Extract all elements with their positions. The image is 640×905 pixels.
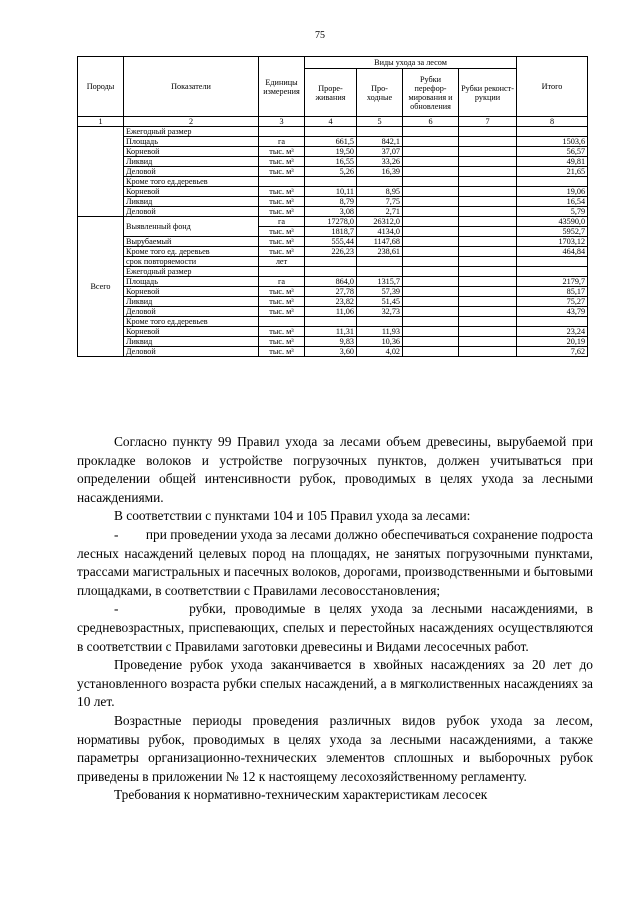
- header-reforming: Рубки перефор-мирования и обновления: [403, 69, 459, 117]
- table-cell: [459, 237, 517, 247]
- paragraph: Возрастные периоды проведения различных видов рубок ухода за лесом, нормативы рубок, проводимых в целях ухода за лесными насаждениями, а также параметры организационно-технических элементов сплошных и выборочных рубок приведены в приложении № 12 к настоящему лесохозяйственному регламенту.: [77, 712, 597, 784]
- table-cell: 842,1: [357, 137, 403, 147]
- table-row: [78, 347, 588, 357]
- table-cell: тыс. м³: [259, 347, 305, 357]
- paragraph: - при проведении ухода за лесами должно обеспечиваться сохранение подроста лесных насаждений целевых пород на площадях, не занятых погрузочными пунктами, трассами магистральных и пасечных волоков, дорогами, производственными и бытовыми площадками, в соответствии с Правилами лесовосстановления;: [77, 526, 597, 598]
- paragraph: Требования к нормативно-техническим характеристикам лесосек: [114, 787, 488, 803]
- table-cell: [357, 257, 403, 267]
- column-numbers-row: [78, 117, 588, 127]
- table-cell: [403, 317, 459, 327]
- table-cell: [403, 347, 459, 357]
- table-cell: [459, 197, 517, 207]
- table-cell: [403, 187, 459, 197]
- table-cell: 20,19: [517, 337, 588, 347]
- table-cell: [403, 287, 459, 297]
- table-cell: га: [259, 277, 305, 287]
- paragraph: - рубки, проводимые в целях ухода за лесными насаждениями, в средневозрастных, приспевающих, спелых и перестойных насаждениях осуществляются в соответствии с Правилами заготовки древесины и Видами лесосечных работ.: [77, 601, 597, 654]
- table-cell: тыс. м³: [259, 287, 305, 297]
- table-row: [78, 307, 588, 317]
- table-cell: [459, 287, 517, 297]
- table-cell: [403, 227, 459, 237]
- table-cell: Деловой: [124, 307, 259, 317]
- paragraph: Согласно пункту 99 Правил ухода за лесами объем древесины, вырубаемой при прокладке волоков и устройстве погрузочных пунктов, должен учитываться при определении общей интенсивности рубок, проводимых в целях ухода за лесными насаждениями.: [77, 434, 597, 505]
- table-cell: 7,75: [357, 197, 403, 207]
- table-cell: [305, 177, 357, 187]
- table-cell: 5,26: [305, 167, 357, 177]
- table-cell: 19,06: [517, 187, 588, 197]
- table-cell: [403, 157, 459, 167]
- table-row: [78, 247, 588, 257]
- table-cell: 238,61: [357, 247, 403, 257]
- table-cell: 26312,0: [357, 217, 403, 227]
- table-row: [78, 267, 588, 277]
- table-cell: 33,26: [357, 157, 403, 167]
- table-cell: 4134,0: [357, 227, 403, 237]
- table-row: [78, 167, 588, 177]
- header-reconstruction: Рубки реконст-рукции: [459, 69, 517, 117]
- table-cell: [259, 177, 305, 187]
- table-cell: 1315,7: [357, 277, 403, 287]
- table-cell: [403, 137, 459, 147]
- table-cell: лет: [259, 257, 305, 267]
- table-row: [78, 137, 588, 147]
- table-cell: [403, 277, 459, 287]
- table-cell: 661,5: [305, 137, 357, 147]
- table-cell: 3,08: [305, 207, 357, 217]
- table-cell: тыс. м³: [259, 307, 305, 317]
- table-cell: тыс. м³: [259, 197, 305, 207]
- table-cell: [357, 267, 403, 277]
- table-row: [78, 297, 588, 307]
- table-cell: 57,39: [357, 287, 403, 297]
- table-cell: 8,95: [357, 187, 403, 197]
- table-row: [78, 327, 588, 337]
- column-number: 1: [78, 117, 124, 127]
- table-cell: 1147,68: [357, 237, 403, 247]
- table-cell: тыс. м³: [259, 327, 305, 337]
- table-cell: тыс. м³: [259, 207, 305, 217]
- table-cell: [259, 127, 305, 137]
- table-cell: [403, 267, 459, 277]
- header-thinning: Прорe-живания: [305, 69, 357, 117]
- table-cell: [517, 317, 588, 327]
- page-number: 75: [315, 30, 325, 41]
- table-cell: 226,23: [305, 247, 357, 257]
- column-number: 5: [357, 117, 403, 127]
- table-cell: [357, 317, 403, 327]
- table-cell: [459, 157, 517, 167]
- table-cell: Кроме того ед.деревьев: [124, 177, 259, 187]
- table-row: [78, 207, 588, 217]
- table-cell: [459, 137, 517, 147]
- table-cell: срок повторяемости: [124, 257, 259, 267]
- table-cell: га: [259, 217, 305, 227]
- table-cell: [305, 267, 357, 277]
- table-row: [78, 187, 588, 197]
- table-cell: [403, 217, 459, 227]
- logging-table: [77, 56, 588, 357]
- table-cell: Ликвид: [124, 297, 259, 307]
- table-cell: Площадь: [124, 137, 259, 147]
- table-cell: [459, 307, 517, 317]
- table-cell: [403, 177, 459, 187]
- column-number: 8: [517, 117, 588, 127]
- table-cell: [517, 267, 588, 277]
- table-cell: 1503,6: [517, 137, 588, 147]
- table-cell: 19,50: [305, 147, 357, 157]
- table-cell: [459, 207, 517, 217]
- table-row: [78, 157, 588, 167]
- table-cell: 1818,7: [305, 227, 357, 237]
- table-row: [78, 217, 588, 227]
- column-number: 7: [459, 117, 517, 127]
- table-cell: 10,11: [305, 187, 357, 197]
- table-cell: [459, 217, 517, 227]
- column-number: 4: [305, 117, 357, 127]
- table-cell: [459, 247, 517, 257]
- table-cell: [357, 177, 403, 187]
- table-cell: [459, 257, 517, 267]
- table-cell: 16,39: [357, 167, 403, 177]
- table-cell: [459, 187, 517, 197]
- table-cell: [517, 177, 588, 187]
- table-row: [78, 127, 588, 137]
- table-cell: [403, 207, 459, 217]
- table-cell: Кроме того ед. деревьев: [124, 247, 259, 257]
- table-row: [78, 197, 588, 207]
- table-cell: тыс. м³: [259, 337, 305, 347]
- table-cell: [459, 167, 517, 177]
- table-cell: Корневой: [124, 187, 259, 197]
- paragraph: Проведение рубок ухода заканчивается в хвойных насаждениях за 20 лет до установленного возраста рубки спелых насаждений, а в мягколиственных насаждениях за 10 лет.: [77, 657, 597, 710]
- table-cell: [459, 297, 517, 307]
- table-cell: Корневой: [124, 147, 259, 157]
- table-cell: тыс. м³: [259, 227, 305, 237]
- table-cell: [517, 127, 588, 137]
- column-number: 6: [403, 117, 459, 127]
- table-cell: Ежегодный размер: [124, 127, 259, 137]
- table-cell: [459, 277, 517, 287]
- table-cell: [403, 247, 459, 257]
- table-cell: 8,79: [305, 197, 357, 207]
- table-row: [78, 147, 588, 157]
- table-cell: [459, 327, 517, 337]
- table-cell: 9,83: [305, 337, 357, 347]
- header-breed: Породы: [78, 57, 124, 117]
- table-cell: [403, 297, 459, 307]
- table-cell: 11,93: [357, 327, 403, 337]
- table-cell: тыс. м³: [259, 297, 305, 307]
- table-cell: 32,73: [357, 307, 403, 317]
- table-cell: Корневой: [124, 287, 259, 297]
- header-indicators: Показатели: [124, 57, 259, 117]
- table-cell: 23,24: [517, 327, 588, 337]
- table-cell: Вырубаемый: [124, 237, 259, 247]
- table-cell: га: [259, 137, 305, 147]
- header-units: Единицы измерения: [259, 57, 305, 117]
- body-text: [77, 433, 597, 805]
- table-cell: [459, 267, 517, 277]
- table-cell: Деловой: [124, 167, 259, 177]
- table-cell: [403, 147, 459, 157]
- table-row: [78, 337, 588, 347]
- table-cell: 3,60: [305, 347, 357, 357]
- table-cell: [459, 127, 517, 137]
- table-cell: [403, 237, 459, 247]
- paragraph: В соответствии с пунктами 104 и 105 Правил ухода за лесами:: [114, 508, 471, 524]
- table-cell: [259, 267, 305, 277]
- table-cell: 4,02: [357, 347, 403, 357]
- table-cell: Ликвид: [124, 337, 259, 347]
- table-cell: [459, 337, 517, 347]
- table-cell: [305, 317, 357, 327]
- table-cell: [517, 257, 588, 267]
- column-number: 3: [259, 117, 305, 127]
- table-cell: 5,79: [517, 207, 588, 217]
- table-cell: [403, 257, 459, 267]
- table-cell: Кроме того ед.деревьев: [124, 317, 259, 327]
- table-cell: 464,84: [517, 247, 588, 257]
- table-cell: Ежегодный размер: [124, 267, 259, 277]
- table-cell: [459, 147, 517, 157]
- table-cell: 11,31: [305, 327, 357, 337]
- table-cell: Ликвид: [124, 197, 259, 207]
- table-cell: 10,36: [357, 337, 403, 347]
- table-cell: 17278,0: [305, 217, 357, 227]
- table-cell: Деловой: [124, 207, 259, 217]
- table-cell: тыс. м³: [259, 237, 305, 247]
- table-cell: 43590,0: [517, 217, 588, 227]
- table-cell: Ликвид: [124, 157, 259, 167]
- table-cell: [305, 257, 357, 267]
- table-row: [78, 287, 588, 297]
- table-row: [78, 277, 588, 287]
- column-number: 2: [124, 117, 259, 127]
- table-cell: 23,82: [305, 297, 357, 307]
- table-cell: 51,45: [357, 297, 403, 307]
- header-total: Итого: [517, 57, 588, 117]
- table-cell: тыс. м³: [259, 187, 305, 197]
- table-cell: [78, 127, 124, 217]
- table-cell: 864,0: [305, 277, 357, 287]
- table-cell: [403, 307, 459, 317]
- table-cell: 21,65: [517, 167, 588, 177]
- table-cell: 5952,7: [517, 227, 588, 237]
- table-cell: Корневой: [124, 327, 259, 337]
- table-cell: [459, 177, 517, 187]
- table-row: [78, 237, 588, 247]
- table-cell: 2,71: [357, 207, 403, 217]
- header-passing: Про-ходные: [357, 69, 403, 117]
- table-cell: [403, 337, 459, 347]
- table-cell: Всего: [78, 217, 124, 357]
- table-cell: 56,57: [517, 147, 588, 157]
- table-cell: тыс. м³: [259, 167, 305, 177]
- table-cell: тыс. м³: [259, 157, 305, 167]
- table-cell: 49,81: [517, 157, 588, 167]
- table-cell: [305, 127, 357, 137]
- table-cell: [403, 327, 459, 337]
- table-cell: 16,55: [305, 157, 357, 167]
- table-cell: 16,54: [517, 197, 588, 207]
- table-cell: Деловой: [124, 347, 259, 357]
- table-cell: 37,07: [357, 147, 403, 157]
- table-cell: 75,27: [517, 297, 588, 307]
- table-cell: 1703,12: [517, 237, 588, 247]
- table-cell: 2179,7: [517, 277, 588, 287]
- table-cell: 11,06: [305, 307, 357, 317]
- table-cell: тыс. м³: [259, 147, 305, 157]
- table-cell: [459, 347, 517, 357]
- table-row: [78, 177, 588, 187]
- table-cell: 43,79: [517, 307, 588, 317]
- table-row: [78, 317, 588, 327]
- table-cell: тыс. м³: [259, 247, 305, 257]
- table-cell: [403, 127, 459, 137]
- table-cell: Выявленный фонд: [124, 217, 259, 237]
- table-row: [78, 257, 588, 267]
- table-cell: Площадь: [124, 277, 259, 287]
- table-cell: [357, 127, 403, 137]
- table-cell: 7,62: [517, 347, 588, 357]
- table-cell: [259, 317, 305, 327]
- table-cell: [459, 317, 517, 327]
- table-cell: [403, 197, 459, 207]
- table-cell: 27,78: [305, 287, 357, 297]
- table-cell: [459, 227, 517, 237]
- header-care-types: Виды ухода за лесом: [305, 57, 517, 69]
- table-cell: 85,17: [517, 287, 588, 297]
- table-cell: [403, 167, 459, 177]
- table-cell: 555,44: [305, 237, 357, 247]
